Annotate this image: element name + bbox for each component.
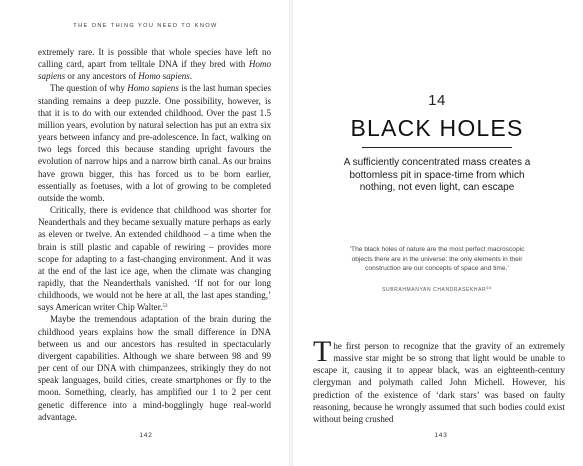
chapter-summary: A sufficiently concentrated mass creates a bottomless pit in space-time from which nothing, not even light, can escape: [343, 157, 531, 194]
paragraph: [38, 313, 271, 422]
paragraph: [38, 82, 271, 204]
epigraph-attribution: [291, 287, 583, 293]
italic-text: Homo sapiens: [127, 83, 179, 94]
paragraph: [38, 204, 271, 313]
opening-paragraph: [313, 335, 565, 425]
right-page: [291, 0, 583, 466]
italic-text: Homo sapiens: [138, 71, 190, 82]
page-number-right: 143: [434, 432, 448, 439]
left-page: [0, 0, 291, 466]
drop-cap: T: [313, 335, 332, 368]
chapter-number: 14: [428, 92, 446, 109]
paragraph-text: Maybe the tremendous adaptation of the brain during the childhood years explains how the small difference in DNA between us and our ancestors has resulted in spectacularly divergent capabilities. Although we share between 98 and 99 per cent of our DNA with chimpanzees, strikingly they do not speak languages, build cities, create smartphones or fly to the moon. Something, clearly, has amplified our 1 to 2 per cent genetic difference into a mind-bogglingly huge real-world advantage.: [38, 314, 271, 422]
paragraph: [38, 46, 271, 82]
paragraph-text: Critically, there is evidence that childhood was shorter for Neanderthals and they became sexually mature perhaps as early as eleven or twelve. An extended childhood – a time when the brain is still plastic and capable of rewiring – provides more scope for adapting to a fast-changing environment. And it was at the end of the last ice age, when the climate was changing rapidly, that the Neanderthals vanished. ‘If not for our long childhoods, we would not be here at all, the last apes standing,’ says American writer Chip Walter.: [38, 205, 271, 313]
paragraph-text: .: [189, 71, 193, 82]
attribution-note-ref: 54: [486, 285, 492, 290]
paragraph-text: or any ancestors of: [65, 71, 139, 82]
paragraph-text: extremely rare. It is possible that whole species have left no calling card, apart from telltale DNA if they bred with: [38, 47, 271, 70]
epigraph-quote: ‘The black holes of nature are the most perfect macroscopic objects there are in the universe: the only elements in their construction are our concepts of space and time.’: [349, 246, 525, 273]
paragraph-text: is the last human species standing remains a deep puzzle. One possibility, however, is that it is to do with our extended childhood. Over the past 1.5 million years, evolution by natural selection has put an extra six years between infancy and pre-adolescence. In fact, walking on two legs forced this because standing upright favours the evolution of narrow hips and a narrow birth canal. As our brains have grown bigger, this has forced us to be born earlier, essentially as foetuses, with a lot of growing to be completed outside the womb.: [38, 83, 271, 203]
chapter-body-text: [313, 335, 565, 425]
italic-text: Homo sapiens: [38, 59, 271, 82]
paragraph-text: The question of why: [50, 83, 128, 94]
body-text: [38, 46, 271, 423]
chapter-title: BLACK HOLES: [350, 115, 524, 141]
opening-paragraph-text: he first person to recognize that the gravity of an extremely massive star might be so strong that light would be unable to escape it, causing it to appear black, was an eighteenth-century clergyman and polymath called John Michell. However, his prediction of the existence of ‘dark stars’ was based on faulty reasoning, because he wrongly assumed that such bodies could exist without being crushed: [313, 341, 565, 424]
running-head: THE ONE THING YOU NEED TO KNOW: [73, 23, 218, 29]
page-number-left: 142: [139, 432, 153, 439]
attribution-name: SUBRAHMANYAN CHANDRASEKHAR: [382, 287, 487, 293]
footnote-ref: 53: [162, 304, 168, 310]
title-rule: [362, 147, 512, 148]
